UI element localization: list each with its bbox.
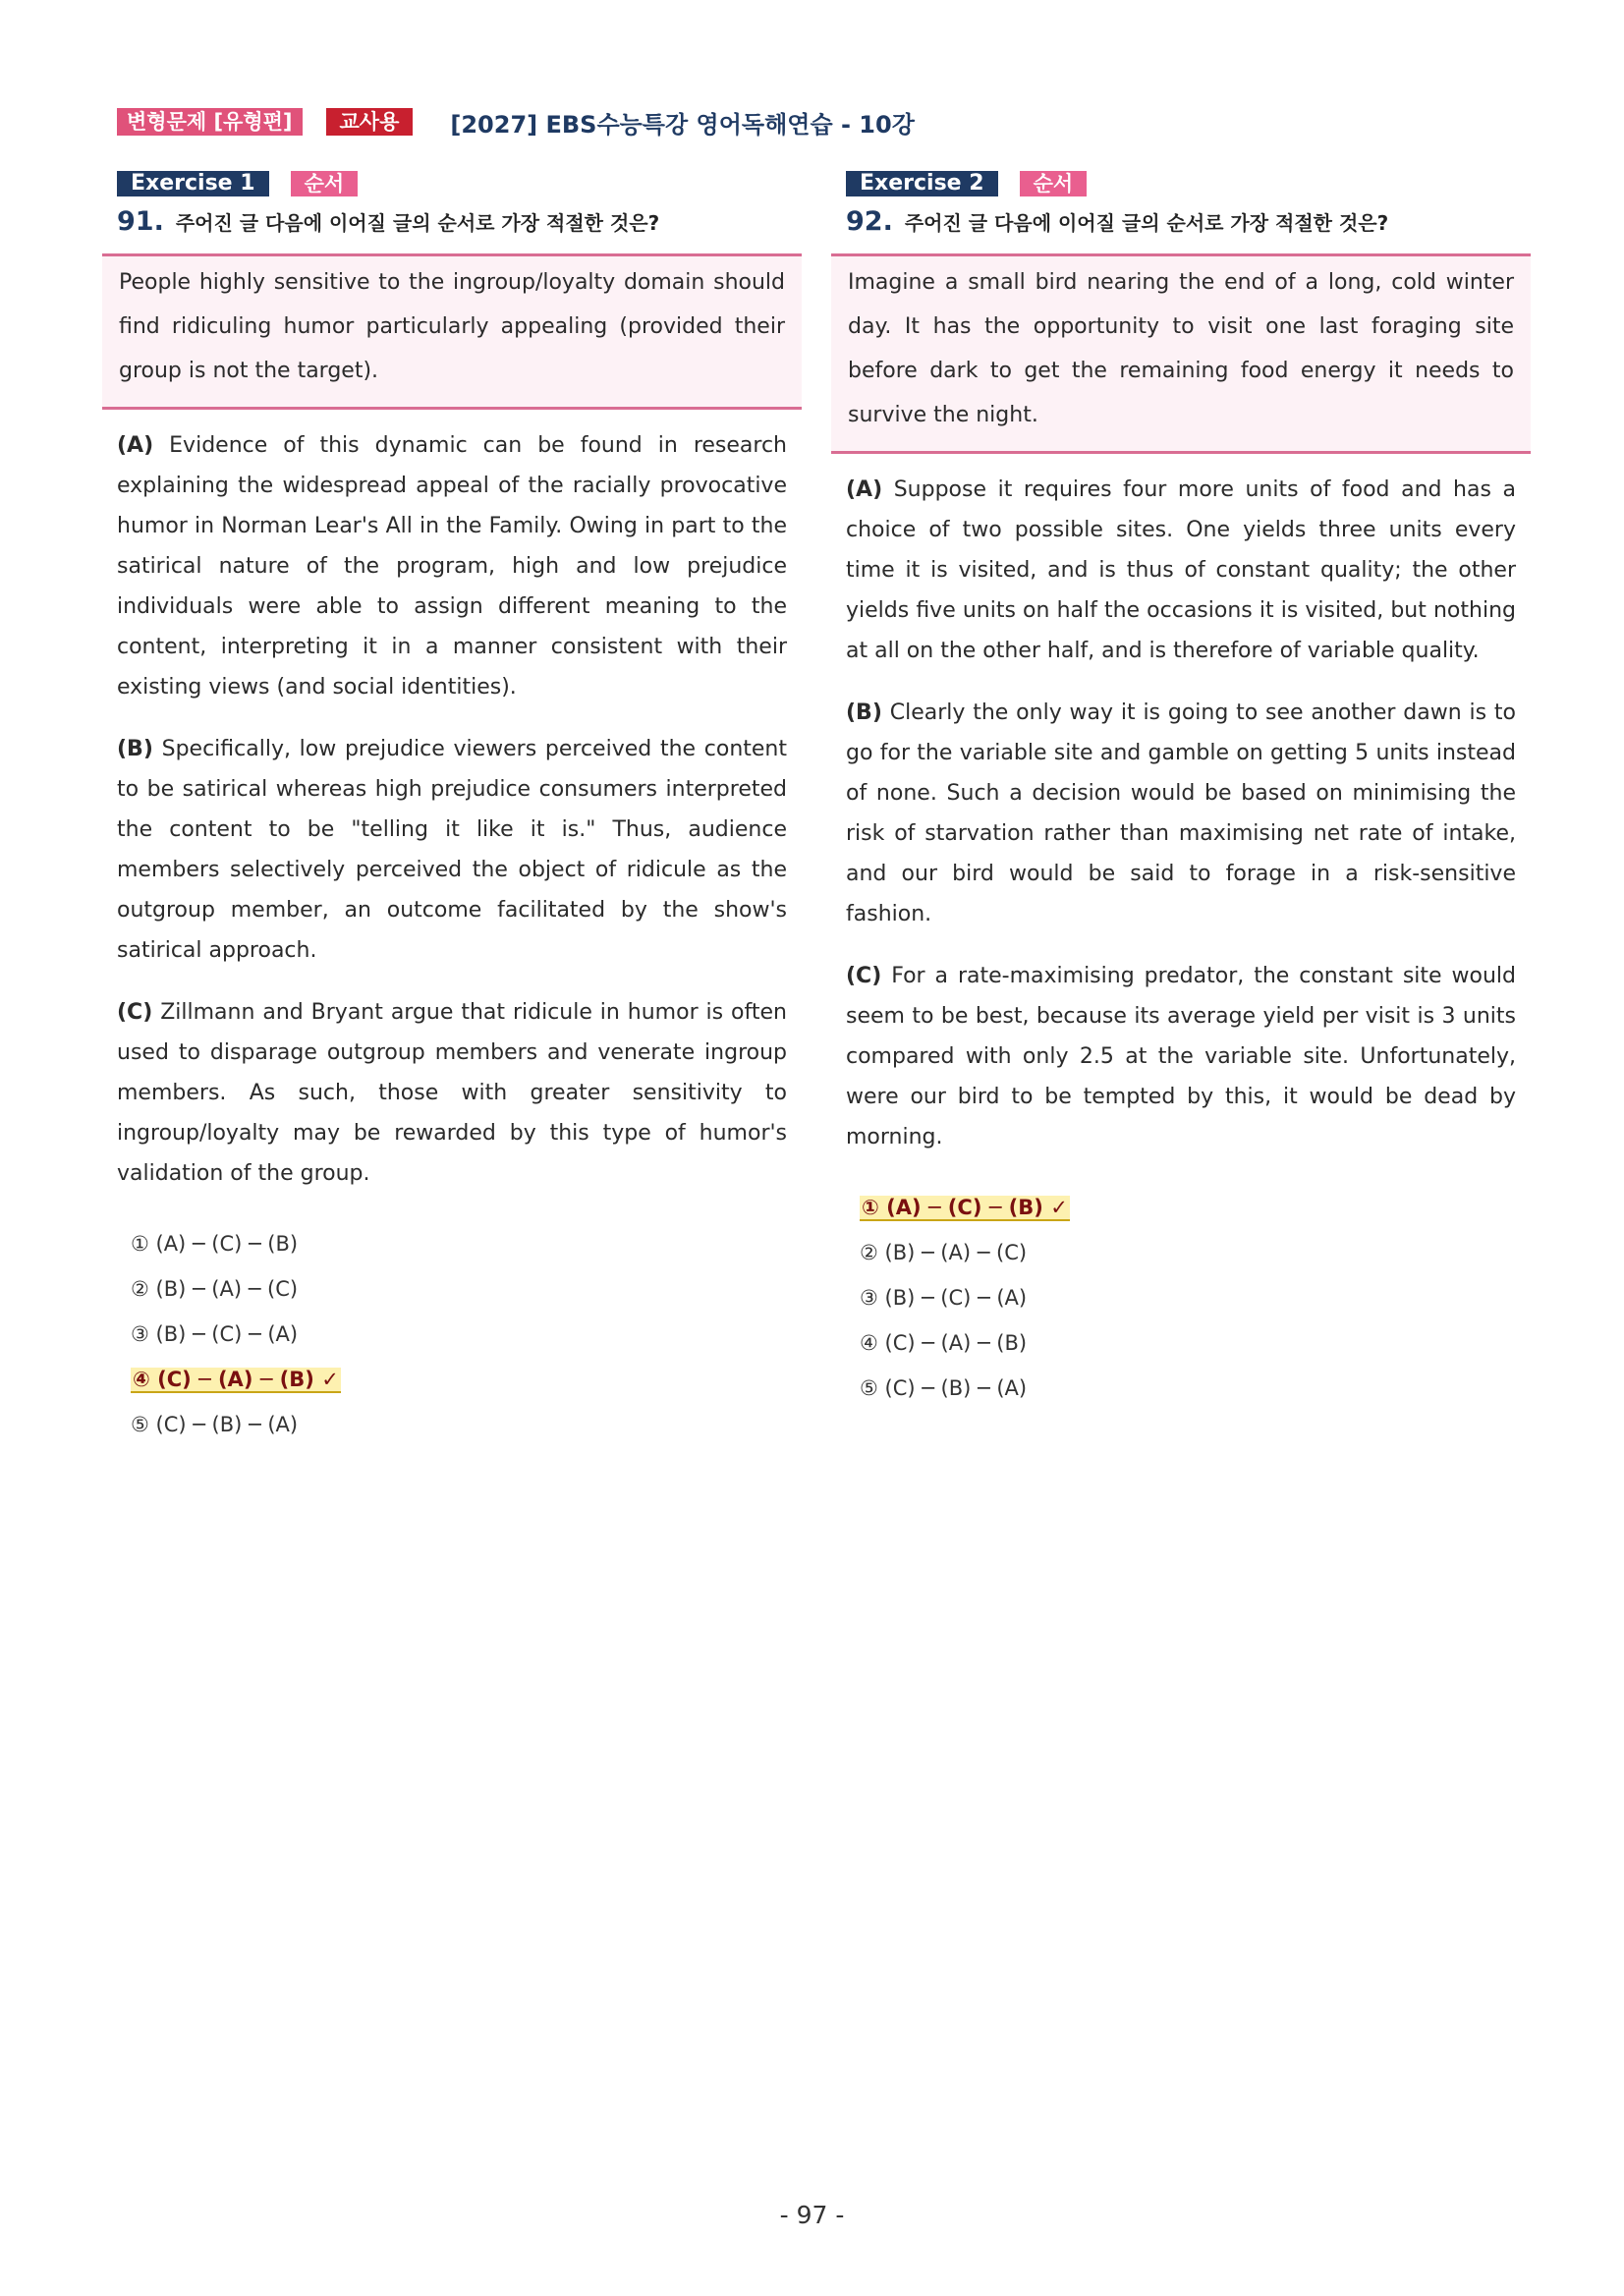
paragraph-c [846,956,1516,1157]
given-passage: Imagine a small bird nearing the end of a long, cold winter day. It has the opportunity to visit one last foraging site before dark to get the remaining food energy it needs to survive the night. [831,253,1531,454]
choice-5[interactable] [860,1366,1192,1411]
choice-3[interactable] [860,1275,1192,1320]
category-tag: 변형문제 [유형편] [117,108,303,136]
exercise-2 [831,171,1531,1411]
question-number: 92. [846,206,893,237]
choice-text: ① (A) ─ (C) ─ (B) [131,1232,299,1256]
paragraph-marker: (A) [846,477,883,502]
exercise-label-row [846,171,1531,196]
teacher-tag: 교사용 [326,108,414,136]
paragraph-text: Zillmann and Bryant argue that ridicule in humor is often used to disparage outgroup members and venerate ingroup members. As such, those with greater sensitivity to ingroup/loyalty may be rewarded by this type of humor's validation of the group. [117,1000,787,1186]
paragraph-marker: (A) [117,433,154,458]
choice-1-correct[interactable] [860,1185,1192,1230]
paragraph-marker: (C) [846,964,882,988]
answer-choices [131,1221,769,1447]
question-text: 주어진 글 다음에 이어질 글의 순서로 가장 적절한 것은? [175,211,660,235]
choice-1[interactable] [131,1221,463,1266]
exercise-1 [102,171,802,1447]
page-number: - 97 - [779,2201,845,2229]
choice-4-correct[interactable] [131,1357,463,1402]
choice-text: ④ (C) ─ (A) ─ (B) ✓ [133,1368,339,1391]
paragraph-c [117,992,787,1194]
paragraph-marker: (C) [117,1000,153,1025]
choice-text: ② (B) ─ (A) ─ (C) [860,1241,1028,1264]
page-header [117,106,915,138]
choice-text: ③ (B) ─ (C) ─ (A) [131,1322,299,1346]
question-type-tag: 순서 [291,171,359,196]
question-type-tag: 순서 [1020,171,1088,196]
header-title: [2027] EBS수능특강 영어독해연습 - 10강 [450,110,915,139]
choice-4[interactable] [860,1320,1192,1366]
answer-choices [860,1185,1498,1411]
question-stem [117,206,802,246]
exercise-label-row [117,171,802,196]
paragraph-marker: (B) [846,700,882,725]
paragraph-a [117,425,787,707]
paragraph-text: Specifically, low prejudice viewers perceived the content to be satirical whereas high prejudice consumers interpreted the content to be "telling it like it is." Thus, audience members selectively perceived the object of ridicule as the outgroup member, an outcome facilitated by the show's satirical approach. [117,737,787,963]
choice-text: ④ (C) ─ (A) ─ (B) [860,1331,1028,1355]
paragraph-b [117,729,787,971]
exercise-label: Exercise 2 [846,171,998,196]
question-number: 91. [117,206,164,237]
paragraph-text: Suppose it requires four more units of food and has a choice of two possible sites. One yields three units every time it is visited, and is thus of constant quality; the other yields five units on half the occasions it is visited, but nothing at all on the other half, and is therefore of variable quality. [846,477,1516,663]
choice-text: ⑤ (C) ─ (B) ─ (A) [860,1376,1028,1400]
choice-2[interactable] [131,1266,463,1312]
paragraph-text: Evidence of this dynamic can be found in research explaining the widespread appeal of the racially provocative humor in Norman Lear's All in the Family. Owing in part to the satirical nature of the program, high and low prejudice individuals were able to assign different meaning to the content, interpreting it in a manner consistent with their existing views (and social identities). [117,433,787,700]
paragraph-text: For a rate-maximising predator, the constant site would seem to be best, because its average yield per visit is 3 units compared with only 2.5 at the variable site. Unfortunately, were our bird to be tempted by this, it would be dead by morning. [846,964,1516,1149]
choice-text: ② (B) ─ (A) ─ (C) [131,1277,299,1301]
choice-text: ① (A) ─ (C) ─ (B) ✓ [862,1196,1068,1219]
choice-text: ③ (B) ─ (C) ─ (A) [860,1286,1028,1310]
question-text: 주어진 글 다음에 이어질 글의 순서로 가장 적절한 것은? [904,211,1389,235]
paragraph-marker: (B) [117,737,153,761]
question-stem [846,206,1531,246]
choice-3[interactable] [131,1312,463,1357]
choice-text: ⑤ (C) ─ (B) ─ (A) [131,1413,299,1436]
paragraph-text: Clearly the only way it is going to see another dawn is to go for the variable site and gamble on getting 5 units instead of none. Such a decision would be based on minimising the risk of starvation rather than maximising net rate of intake, and our bird would be said to forage in a risk-sensitive fashion. [846,700,1517,926]
given-passage: People highly sensitive to the ingroup/loyalty domain should find ridiculing humor particularly appealing (provided their group is not the target). [102,253,802,410]
paragraph-b [846,693,1516,934]
choice-2[interactable] [860,1230,1192,1275]
choice-5[interactable] [131,1402,463,1447]
exercise-label: Exercise 1 [117,171,269,196]
paragraph-a [846,470,1516,671]
